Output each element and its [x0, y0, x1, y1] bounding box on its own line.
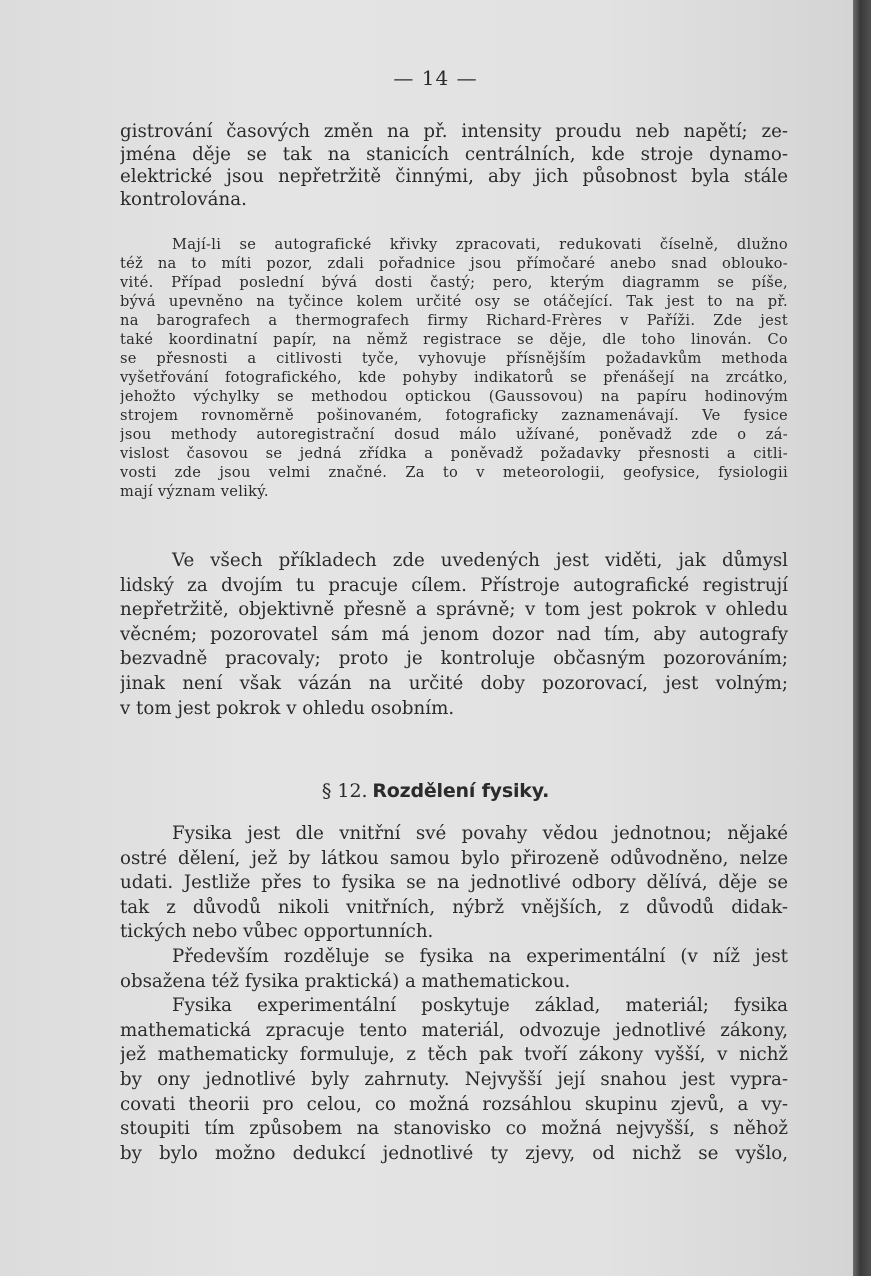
- text-line: nepřetržitě, objektivně přesně a správně; v tom jest pokrok v ohledu: [120, 599, 788, 621]
- text-line: věcném; pozorovatel sám má jenom dozor nad tím, aby autografy: [120, 623, 788, 645]
- text-line: tak z důvodů nikoli vnitřních, nýbrž vnějších, z důvodů didak-: [120, 896, 788, 918]
- page-number: — 14 —: [393, 66, 478, 90]
- text-line: by bylo možno dedukcí jednotlivé ty zjevy, od nichž se vyšlo,: [120, 1142, 788, 1164]
- paragraph-continuation: [120, 121, 788, 211]
- text-line: obsažena též fysika praktická) a mathematickou.: [120, 970, 571, 992]
- text-line: elektrické jsou nepřetržitě činnými, aby jich působnost byla stále: [120, 166, 788, 187]
- text-line: bezvadně pracovaly; proto je kontroluje občasným pozorováním;: [120, 648, 788, 670]
- paragraph-summary: [120, 549, 788, 721]
- text-line: jehožto výchylky se methodou optickou (Gaussovou) na papíru hodinovým: [120, 388, 788, 405]
- text-line: gistrování časových změn na př. intensity proudu neb napětí; ze-: [120, 121, 788, 142]
- text-line: udati. Jestliže přes to fysika se na jednotlivé odbory dělívá, děje se: [120, 872, 788, 894]
- text-line: jména děje se tak na stanicích centrálních, kde stroje dynamo-: [120, 143, 788, 165]
- text-line: jsou methody autoregistrační dosud málo užívané, poněvadž zde o zá-: [120, 426, 788, 443]
- text-line: se přesnosti a citlivosti tyče, vyhovuje přísnějším požadavkům methoda: [120, 350, 788, 367]
- text-line: covati theorii pro celou, co možná rozsáhlou skupinu zjevů, a vy-: [120, 1093, 788, 1115]
- text-line: kontrolována.: [120, 188, 247, 210]
- section-heading: [0, 780, 856, 803]
- text-line: tických nebo vůbec opportunních.: [120, 921, 434, 943]
- text-line: Mají-li se autografické křivky zpracovati, redukovati číselně, dlužno: [172, 236, 788, 253]
- text-line: mathematická zpracuje tento materiál, odvozuje jednotlivé zákony,: [120, 1019, 788, 1041]
- text-line: ostré dělení, jež by látkou samou bylo přirozeně odůvodněno, nelze: [120, 847, 788, 869]
- paragraph-small-print: [120, 235, 788, 501]
- text-line: vyšetřování fotografického, kde pohyby indikatorů se přenášejí na zrcátko,: [120, 369, 788, 386]
- section-number: § 12.: [321, 780, 368, 802]
- text-line: vislost časovou se jedná zřídka a poněvadž požadavky přesnosti a citli-: [120, 445, 788, 462]
- text-line: mají význam veliký.: [120, 483, 269, 500]
- text-line: Ve všech příkladech zde uvedených jest viděti, jak důmysl: [172, 550, 788, 571]
- text-line: jež mathematicky formuluje, z těch pak tvoří zákony vyšší, v nichž: [120, 1044, 788, 1066]
- book-binding-edge: [853, 0, 871, 1276]
- text-line: v tom jest pokrok v ohledu osobním.: [120, 697, 455, 719]
- text-line: bývá upevněno na tyčince kolem určité osy se otáčející. Tak jest to na př.: [120, 293, 788, 310]
- text-line: Především rozděluje se fysika na experimentální (v níž jest: [172, 945, 788, 967]
- text-line: vité. Případ poslední bývá dosti častý; pero, kterým diagramm se píše,: [120, 274, 788, 291]
- text-line: také koordinatní papír, na němž registrace se děje, dle toho linován. Co: [120, 331, 788, 348]
- section-title: Rozdělení fysiky.: [372, 780, 550, 802]
- text-line: Fysika jest dle vnitřní své povahy vědou jednotnou; nějaké: [172, 823, 788, 844]
- text-line: vosti zde jsou velmi značné. Za to v meteorologii, geofysice, fysiologii: [120, 464, 788, 481]
- paragraph-unity: [120, 822, 788, 1166]
- text-line: stoupiti tím způsobem na stanovisko co možná nejvyšší, s něhož: [120, 1118, 788, 1140]
- text-line: na barografech a thermografech firmy Richard-Frères v Paříži. Zde jest: [120, 312, 788, 329]
- text-line: též na to míti pozor, zdali pořadnice jsou přímočaré anebo snad oblouko-: [120, 255, 788, 272]
- text-line: jinak není však vázán na určité doby pozorovací, jest volným;: [120, 672, 788, 694]
- text-line: by ony jednotlivé byly zahrnuty. Nejvyšší její snahou jest vypra-: [120, 1068, 788, 1090]
- text-line: strojem rovnoměrně pošinovaném, fotograficky zaznamenávají. Ve fysice: [120, 407, 788, 424]
- text-line: lidský za dvojím tu pracuje cílem. Přístroje autografické registrují: [120, 574, 788, 596]
- text-line: Fysika experimentální poskytuje základ, materiál; fysika: [172, 995, 788, 1017]
